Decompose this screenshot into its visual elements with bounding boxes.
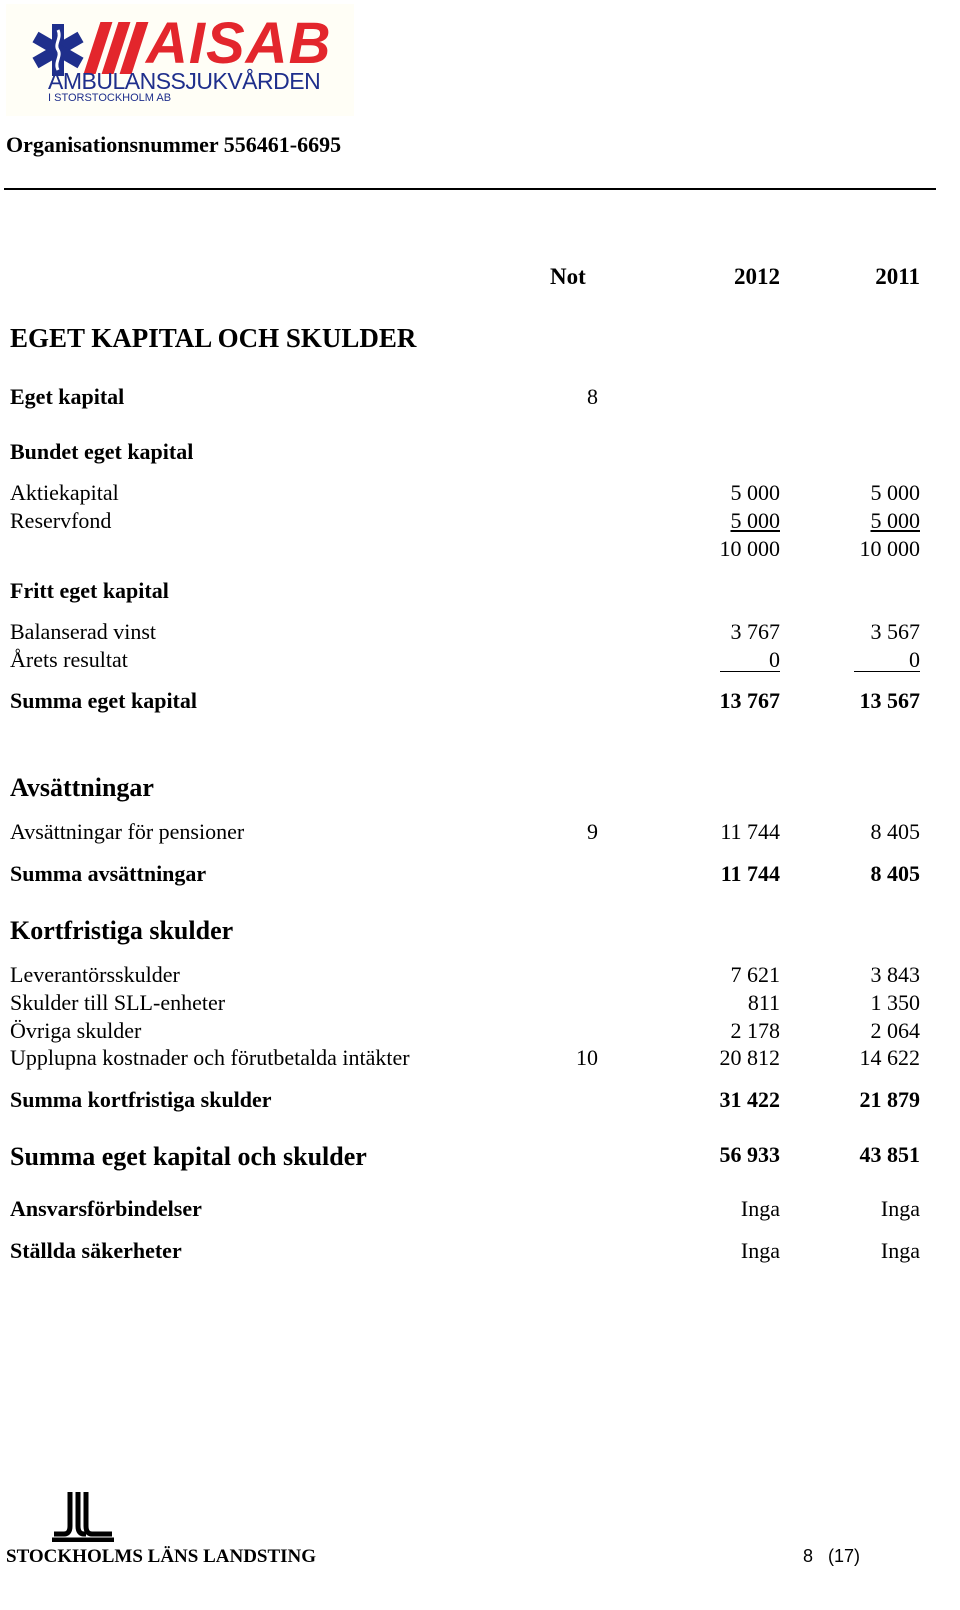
reservfond-label: Reservfond <box>10 508 112 533</box>
column-header-2012: 2012 <box>734 264 780 289</box>
leverantorsskulder-2012: 7 621 <box>730 962 780 987</box>
aktiekapital-2011: 5 000 <box>870 480 920 505</box>
org-number: Organisationsnummer 556461-6695 <box>6 132 342 157</box>
ansvars-2011: Inga <box>880 1196 920 1221</box>
bundet-subtotal-2012: 10 000 <box>719 536 780 561</box>
aktiekapital-label: Aktiekapital <box>10 480 119 505</box>
ovriga-skulder-2011: 2 064 <box>870 1018 920 1043</box>
column-header-not: Not <box>550 264 586 289</box>
summa-eget-label: Summa eget kapital <box>10 688 197 713</box>
header-divider <box>4 188 936 190</box>
pensioner-note: 9 <box>587 819 598 844</box>
summa-avsattningar-label: Summa avsättningar <box>10 861 207 886</box>
pensioner-label: Avsättningar för pensioner <box>10 819 245 844</box>
ansvars-2012: Inga <box>740 1196 780 1221</box>
arets-resultat-2011: 0 <box>854 647 920 673</box>
footer-page <box>803 1546 860 1567</box>
summa-kortfristiga-label: Summa kortfristiga skulder <box>10 1087 272 1112</box>
balanserad-vinst-2011: 3 567 <box>870 619 920 644</box>
upplupna-2012: 20 812 <box>719 1045 780 1070</box>
footer-page-total: (17) <box>828 1546 861 1566</box>
logo-stripes <box>92 22 148 74</box>
footer-org: STOCKHOLMS LÄNS LANDSTING <box>6 1546 317 1567</box>
sll-logo-icon <box>50 1490 116 1542</box>
sll-skulder-2011: 1 350 <box>870 990 920 1015</box>
eget-kapital-label: Eget kapital <box>10 384 125 409</box>
ovriga-skulder-label: Övriga skulder <box>10 1018 142 1043</box>
balanserad-vinst-2012: 3 767 <box>730 619 780 644</box>
summa-eget-2011: 13 567 <box>859 688 920 713</box>
pensioner-2011: 8 405 <box>870 819 920 844</box>
company-logo <box>6 4 354 116</box>
reservfond-2011: 5 000 <box>870 508 920 533</box>
sll-skulder-2012: 811 <box>747 990 780 1015</box>
total-2011: 43 851 <box>859 1142 920 1167</box>
summa-avsattningar-2011: 8 405 <box>870 861 920 886</box>
column-header-2011: 2011 <box>875 264 920 289</box>
fritt-heading: Fritt eget kapital <box>10 578 169 603</box>
ansvars-label: Ansvarsförbindelser <box>10 1196 202 1221</box>
kortfristiga-heading: Kortfristiga skulder <box>10 916 234 945</box>
balanserad-vinst-label: Balanserad vinst <box>10 619 157 644</box>
reservfond-2012: 5 000 <box>730 508 780 533</box>
total-2012: 56 933 <box>719 1142 780 1167</box>
summa-kortfristiga-2011: 21 879 <box>859 1087 920 1112</box>
stallda-2012: Inga <box>740 1238 780 1263</box>
pensioner-2012: 11 744 <box>720 819 780 844</box>
summa-eget-2012: 13 767 <box>719 688 780 713</box>
logo-line1: AMBULANSSJUKVÅRDEN <box>48 68 321 94</box>
logo-line2: I STORSTOCKHOLM AB <box>48 92 172 104</box>
logo-brand: AISAB <box>146 11 332 76</box>
ovriga-skulder-2012: 2 178 <box>730 1018 780 1043</box>
avsattningar-heading: Avsättningar <box>10 773 154 802</box>
upplupna-label: Upplupna kostnader och förutbetalda intäkter <box>10 1045 410 1070</box>
arets-resultat-2012: 0 <box>720 647 780 673</box>
section-title: EGET KAPITAL OCH SKULDER <box>10 323 417 353</box>
sll-skulder-label: Skulder till SLL-enheter <box>10 990 226 1015</box>
leverantorsskulder-2011: 3 843 <box>870 962 920 987</box>
leverantorsskulder-label: Leverantörsskulder <box>10 962 180 987</box>
total-label: Summa eget kapital och skulder <box>10 1142 367 1171</box>
summa-avsattningar-2012: 11 744 <box>720 861 780 886</box>
upplupna-2011: 14 622 <box>859 1045 920 1070</box>
stallda-label: Ställda säkerheter <box>10 1238 182 1263</box>
aktiekapital-2012: 5 000 <box>730 480 780 505</box>
arets-resultat-label: Årets resultat <box>10 647 128 672</box>
bundet-subtotal-2011: 10 000 <box>859 536 920 561</box>
footer-page-number: 8 <box>803 1546 814 1566</box>
bundet-heading: Bundet eget kapital <box>10 439 194 464</box>
stallda-2011: Inga <box>880 1238 920 1263</box>
summa-kortfristiga-2012: 31 422 <box>719 1087 780 1112</box>
eget-kapital-note: 8 <box>587 384 598 409</box>
upplupna-note: 10 <box>576 1045 598 1070</box>
